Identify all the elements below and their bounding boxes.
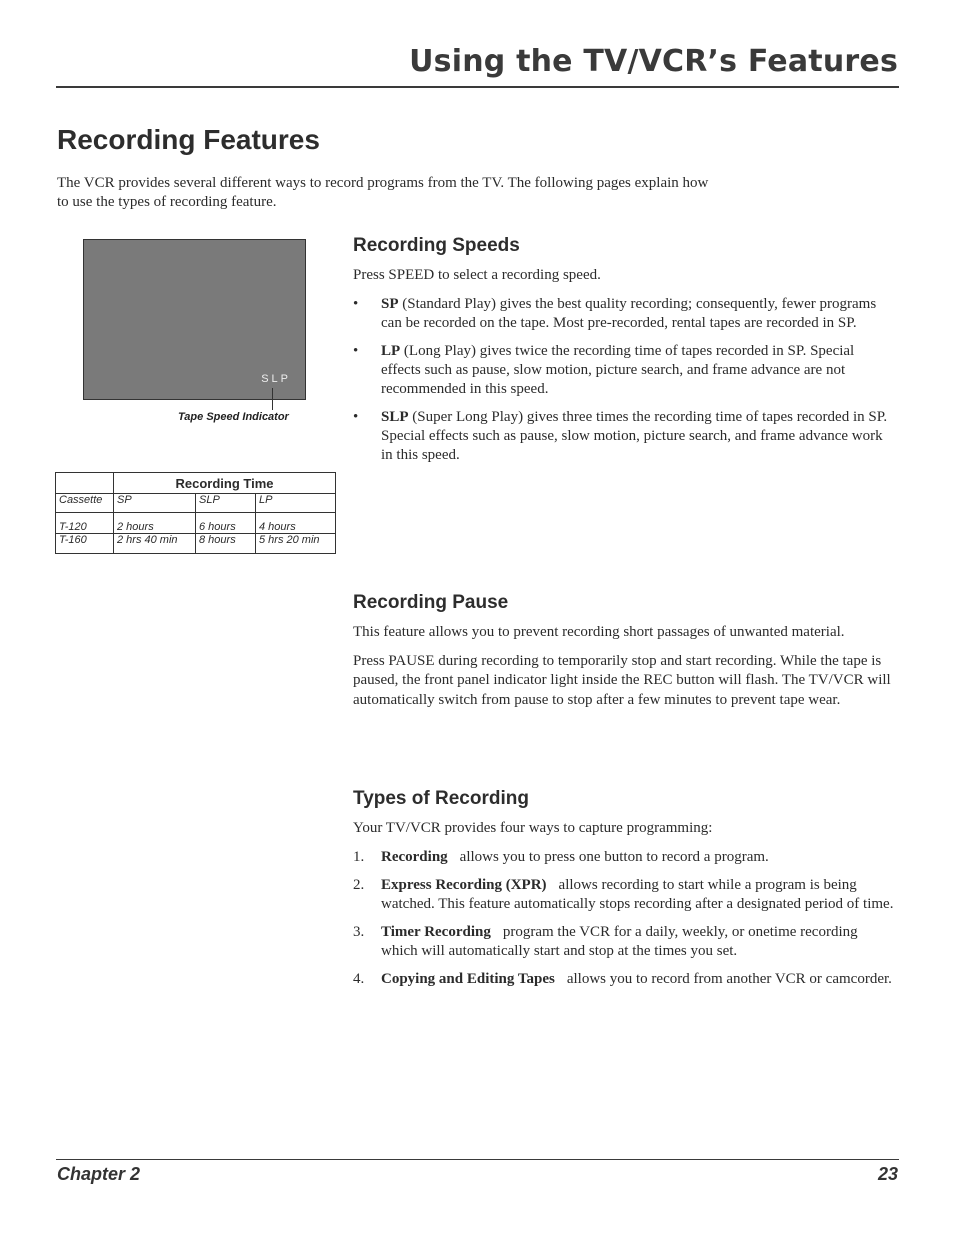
table-cell: SP xyxy=(114,494,196,513)
table-cell: T-120 xyxy=(56,513,114,534)
list-text: (Long Play) gives twice the recording time of tapes recorded in SP. Special effects such as pause, slow motion, picture search, and frame advance are not recommended in this speed. xyxy=(381,342,855,397)
list-term: SP xyxy=(381,295,399,312)
table-cell: T-160 xyxy=(56,534,114,554)
list-text: program the VCR for a daily, weekly, or onetime recording which will automatically start and stop at the times you set. xyxy=(381,923,858,959)
table-header: Recording Time xyxy=(114,473,336,494)
table-cell: 8 hours xyxy=(196,534,256,554)
list-term: Timer Recording xyxy=(381,923,491,940)
table-cell: 6 hours xyxy=(196,513,256,534)
table-cell: 5 hrs 20 min xyxy=(256,534,336,554)
footer-chapter: Chapter 2 xyxy=(57,1164,141,1184)
recording-pause-section xyxy=(353,592,896,710)
intro-paragraph: The VCR provides several different ways to record programs from the TV. The following pages explain how to use the types of recording feature. xyxy=(57,175,709,210)
header-title: Using the TV/VCR’s Features xyxy=(409,44,898,79)
table-header-row xyxy=(56,473,336,494)
table-row xyxy=(56,534,336,554)
recording-speeds-heading: Recording Speeds xyxy=(353,235,520,256)
table-cell: 2 hours xyxy=(114,513,196,534)
list-item xyxy=(353,408,896,465)
bullet: • xyxy=(353,342,359,359)
types-of-recording-intro: Your TV/VCR provides four ways to capture programming: xyxy=(353,820,713,836)
types-of-recording-heading: Types of Recording xyxy=(353,788,529,809)
list-item xyxy=(353,342,896,399)
list-number: 1. xyxy=(353,848,365,865)
list-text: allows you to record from another VCR or camcorder. xyxy=(566,970,892,987)
page-title: Recording Features xyxy=(57,124,320,155)
recording-time-table xyxy=(55,472,336,554)
list-term: Recording xyxy=(381,848,448,865)
list-number: 3. xyxy=(353,923,365,940)
recording-pause-heading: Recording Pause xyxy=(353,592,509,613)
list-number: 2. xyxy=(353,876,365,893)
footer-page-number: 23 xyxy=(877,1164,898,1184)
list-item xyxy=(353,876,896,914)
list-term: SLP xyxy=(381,408,409,425)
list-text: allows you to press one button to record a program. xyxy=(459,848,769,865)
table-cell: 2 hrs 40 min xyxy=(114,534,196,554)
table-cell: LP xyxy=(256,494,336,513)
list-item xyxy=(353,923,896,961)
list-item xyxy=(353,970,896,989)
caption-pointer-line xyxy=(272,388,273,410)
table-corner-cell xyxy=(56,473,114,494)
list-term: LP xyxy=(381,342,401,359)
list-text: (Super Long Play) gives three times the recording time of tapes recorded in SP. Special effects such as pause, slow motion, picture search, and frame advance work in this speed. xyxy=(381,408,888,463)
recording-speeds-intro: Press SPEED to select a recording speed. xyxy=(353,267,601,283)
table-cell: SLP xyxy=(196,494,256,513)
list-term: Express Recording (XPR) xyxy=(381,876,547,893)
tv-screen-illustration xyxy=(83,239,306,400)
list-term: Copying and Editing Tapes xyxy=(381,970,555,987)
table-cell: 4 hours xyxy=(256,513,336,534)
list-text: (Standard Play) gives the best quality recording; consequently, fewer programs can be recorded on the tape. Most pre-recorded, rental tapes are recorded in SP. xyxy=(381,295,877,331)
bullet: • xyxy=(353,408,359,425)
types-of-recording-section xyxy=(353,788,896,989)
list-text: allows recording to start while a program is being watched. This feature automatically stops recording after a designated period of time. xyxy=(381,876,894,912)
list-item xyxy=(353,295,896,333)
table-cell: Cassette xyxy=(56,494,114,513)
recording-pause-paragraph: This feature allows you to prevent recording short passages of unwanted material. xyxy=(353,624,845,640)
header-rule xyxy=(56,86,899,88)
list-number: 4. xyxy=(353,970,365,987)
bullet: • xyxy=(353,295,359,312)
table-row xyxy=(56,494,336,513)
figure-caption: Tape Speed Indicator xyxy=(178,411,289,423)
list-item xyxy=(353,848,896,867)
table-row xyxy=(56,513,336,534)
speed-indicator-text: SLP xyxy=(261,373,291,385)
footer-rule xyxy=(56,1159,899,1160)
recording-pause-paragraph: Press PAUSE during recording to temporarily stop and start recording. While the tape is paused, the front panel indicator light inside the REC button will flash. The TV/VCR will automatically switch from pause to stop after a few minutes to prevent tape wear. xyxy=(353,652,891,708)
recording-speeds-section xyxy=(353,235,896,465)
